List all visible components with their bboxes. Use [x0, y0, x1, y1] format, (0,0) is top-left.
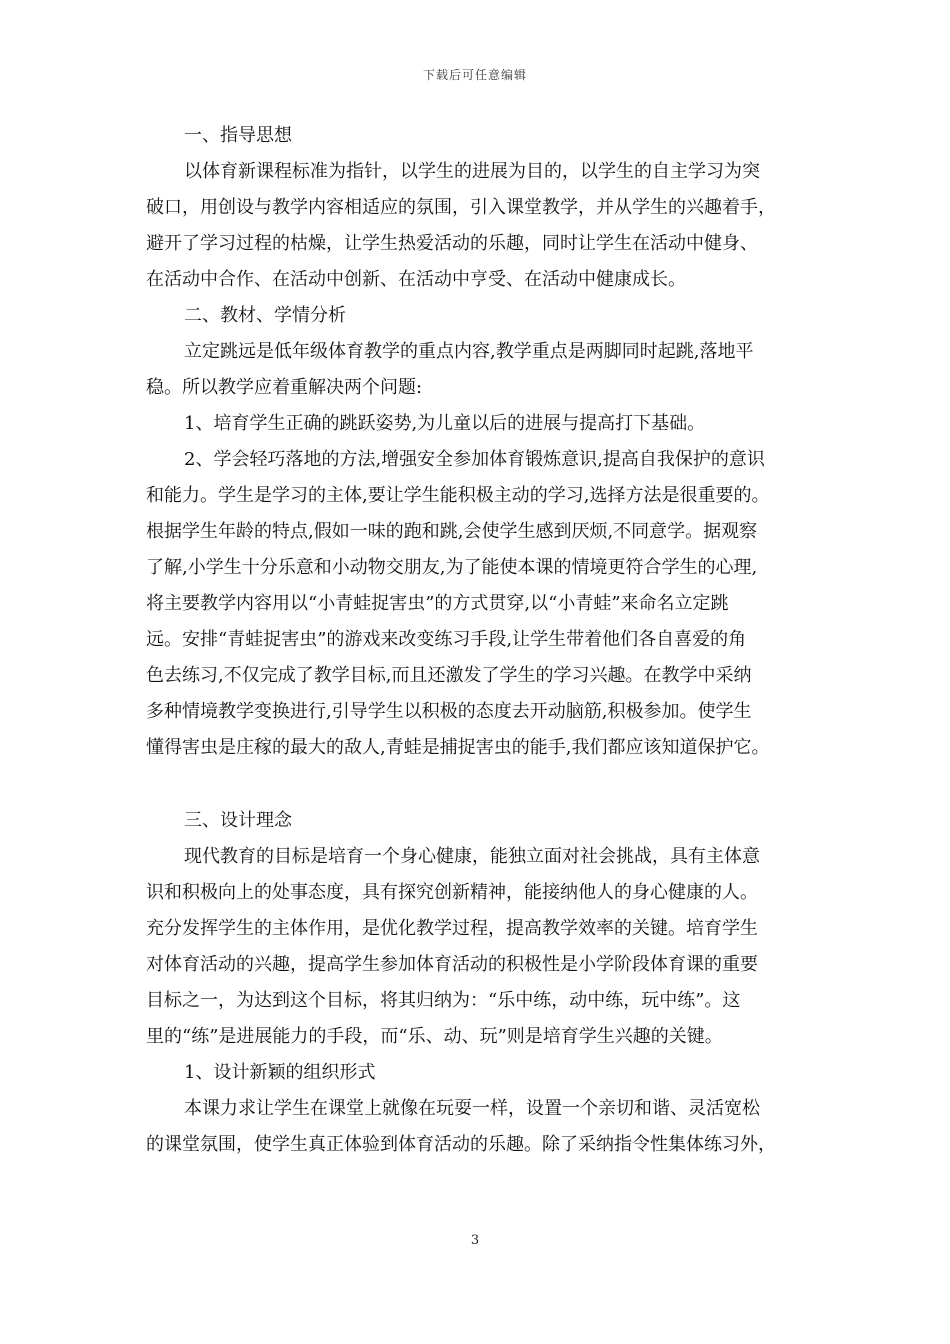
paragraph-line: 懂得害虫是庄稼的最大的敌人,青蛙是捕捉害虫的能手,我们都应该知道保护它。 [146, 737, 770, 758]
paragraph-line: 识和积极向上的处事态度，具有探究创新精神，能接纳他人的身心健康的人。 [146, 882, 758, 903]
paragraph-line: 的课堂氛围，使学生真正体验到体育活动的乐趣。除了采纳指令性集体练习外， [146, 1134, 776, 1155]
paragraph-line: 色去练习,不仅完成了教学目标,而且还激发了学生的学习兴趣。在教学中采纳 [146, 665, 752, 686]
paragraph-line: 在活动中合作、在活动中创新、在活动中亨受、在活动中健康成长。 [146, 269, 686, 290]
paragraph-line: 本课力求让学生在课堂上就像在玩耍一样，设置一个亲切和谐、灵活宽松 [184, 1098, 760, 1119]
paragraph-line: 对体育活动的兴趣，提高学生参加体育活动的积极性是小学阶段体育课的重要 [146, 954, 758, 975]
page-header: 下载后可任意编辑 [422, 68, 527, 82]
page-number: 3 [470, 1233, 480, 1248]
paragraph-line: 多种情境教学变换进行,引导学生以积极的态度去开动脑筋,积极参加。使学生 [146, 701, 752, 722]
paragraph-line: 里的“练”是进展能力的手段，而“乐、动、玩”则是培育学生兴趣的关键。 [146, 1026, 723, 1047]
list-item-1: 1、培育学生正确的跳跃姿势,为儿童以后的进展与提高打下基础。 [184, 413, 706, 434]
paragraph-line: 和能力。学生是学习的主体,要让学生能积极主动的学习,选择方法是很重要的。 [146, 485, 770, 506]
paragraph-line: 破口，用创设与教学内容相适应的氛围，引入课堂教学，并从学生的兴趣着手， [146, 197, 776, 218]
subheading-organization-form: 1、设计新颖的组织形式 [184, 1062, 376, 1083]
paragraph-line: 根据学生年龄的特点,假如一味的跑和跳,会使学生感到厌烦,不同意学。据观察 [146, 521, 758, 542]
list-item-2: 2、学会轻巧落地的方法,增强安全参加体育锻炼意识,提高自我保护的意识 [184, 449, 765, 470]
document-body [146, 118, 818, 1163]
paragraph-line: 充分发挥学生的主体作用，是优化教学过程，提高教学效率的关键。培育学生 [146, 918, 758, 939]
paragraph-line: 了解,小学生十分乐意和小动物交朋友,为了能使本课的情境更符合学生的心理, [146, 557, 758, 578]
paragraph-line: 远。安排“青蛙捉害虫”的游戏来改变练习手段,让学生带着他们各自喜爱的角 [146, 629, 747, 650]
section-heading-guiding-thought: 一、指导思想 [184, 125, 292, 146]
section-heading-design-concept: 三、设计理念 [184, 810, 292, 831]
paragraph-line: 立定跳远是低年级体育教学的重点内容,教学重点是两脚同时起跳,落地平 [184, 341, 754, 362]
paragraph-line: 现代教育的目标是培育一个身心健康，能独立面对社会挑战，具有主体意 [184, 846, 760, 867]
paragraph-line: 稳。所以教学应着重解决两个问题: [146, 377, 423, 398]
blank-line [146, 766, 818, 803]
paragraph-line: 以体育新课程标准为指针，以学生的进展为目的，以学生的自主学习为突 [184, 161, 760, 182]
section-heading-material-analysis: 二、教材、学情分析 [184, 305, 346, 326]
paragraph-line: 目标之一，为达到这个目标，将其归纳为：“乐中练，动中练，玩中练”。这 [146, 990, 741, 1011]
paragraph-line: 将主要教学内容用以“小青蛙捉害虫”的方式贯穿,以“小青蛙”来命名立定跳 [146, 593, 729, 614]
paragraph-line: 避开了学习过程的枯燥，让学生热爱活动的乐趣，同时让学生在活动中健身、 [146, 233, 758, 254]
